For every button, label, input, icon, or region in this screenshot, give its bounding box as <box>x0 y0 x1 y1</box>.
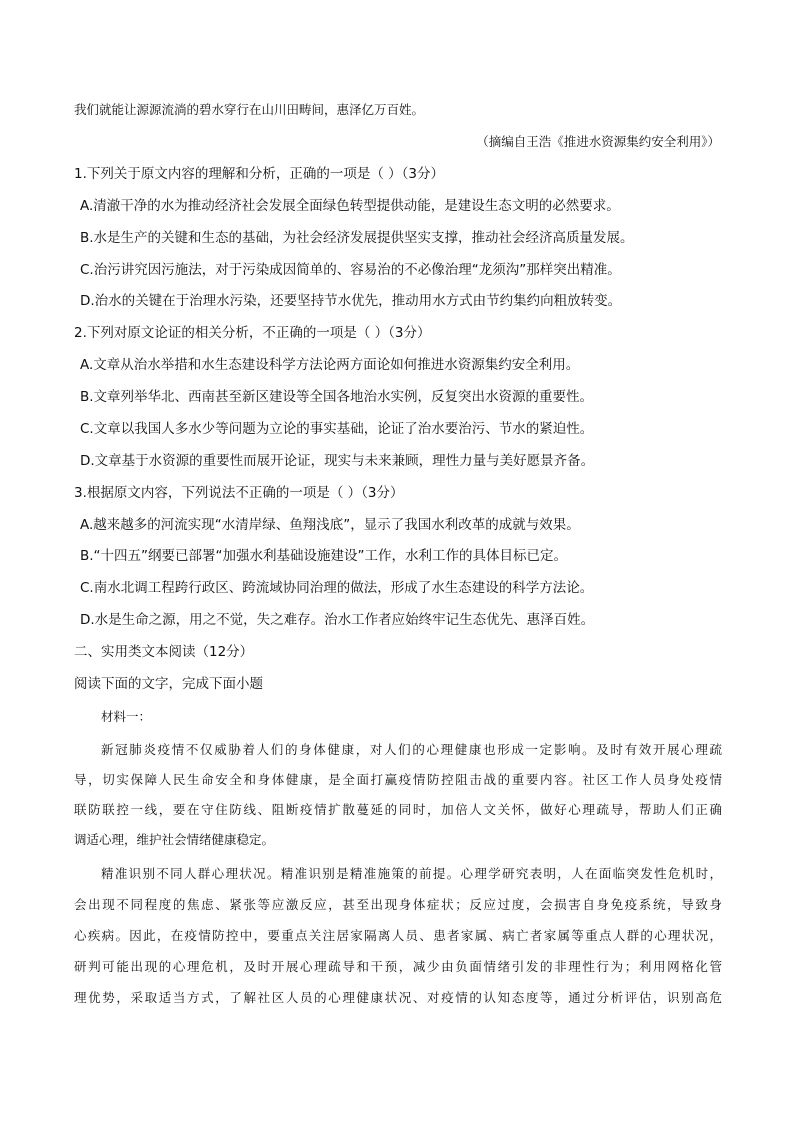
section-2-instruction: 阅读下面的文字，完成下面小题 <box>74 676 263 692</box>
material-1-paragraph-1-line-2: 导，切实保障人民生命安全和身体健康，是全面打赢疫情防控阻击战的重要内容。社区工作人员身处疫情 <box>74 772 722 787</box>
material-1-label: 材料一： <box>101 709 152 724</box>
question-1-option-a: A.清澈干净的水为推动经济社会发展全面绿色转型提供动能，是建设生态文明的必然要求。 <box>80 198 620 214</box>
material-1-paragraph-2-line-3: 心疾病。因此，在疫情防控中，要重点关注居家隔离人员、患者家属、病亡者家属等重点人群的心理状况， <box>74 928 722 943</box>
question-2-option-a: A.文章从治水举措和水生态建设科学方法论两方面论如何推进水资源集约安全利用。 <box>80 357 580 373</box>
material-1-paragraph-2-line-5: 理优势，采取适当方式，了解社区人员的心理健康状况、对疫情的认知态度等，通过分析评估，识别高危 <box>74 990 722 1005</box>
question-3-option-c: C.南水北调工程跨行政区、跨流域协同治理的做法，形成了水生态建设的科学方法论。 <box>80 580 594 596</box>
question-1-stem: 1.下列关于原文内容的理解和分析，正确的一项是（ ）（3分） <box>74 166 445 182</box>
question-2-option-b: B.文章列举华北、西南甚至新区建设等全国各地治水实例，反复突出水资源的重要性。 <box>80 389 594 405</box>
material-1-paragraph-1-line-3: 联防联控一线，要在守住防线、阻断疫情扩散蔓延的同时，加倍人文关怀，做好心理疏导，帮助人们正确 <box>74 802 722 817</box>
question-2-option-d: D.文章基于水资源的重要性而展开论证，现实与未来兼顾，理性力量与美好愿景齐备。 <box>80 453 595 469</box>
question-3-option-a: A.越来越多的河流实现“水清岸绿、鱼翔浅底”，显示了我国水利改革的成就与效果。 <box>80 517 580 533</box>
source-citation: （摘编自王浩《推进水资源集约安全利用》） <box>476 134 720 149</box>
material-1-paragraph-2-line-1: 精准识别不同人群心理状况。精准识别是精准施策的前提。心理学研究表明，人在面临突发性危机时， <box>101 866 722 881</box>
question-3-option-d: D.水是生命之源，用之不觉，失之难存。治水工作者应始终牢记生态优先、惠泽百姓。 <box>80 612 595 628</box>
question-1-option-c: C.治污讲究因污施法，对于污染成因简单的、容易治的不必像治理“龙须沟”那样突出精准。 <box>80 262 621 278</box>
question-3-stem: 3.根据原文内容，下列说法不正确的一项是（ ）（3分） <box>74 485 404 501</box>
material-1-paragraph-2-line-2: 会出现不同程度的焦虑、紧张等应激反应，甚至出现身体症状；反应过度，会损害自身免疫系统，导致身 <box>74 897 722 912</box>
question-1-option-d: D.治水的关键在于治理水污染，还要坚持节水优先，推动用水方式由节约集约向粗放转变。 <box>80 293 622 309</box>
section-2-title: 二、实用类文本阅读（12分） <box>74 644 254 660</box>
material-1-paragraph-1-line-1: 新冠肺炎疫情不仅威胁着人们的身体健康，对人们的心理健康也形成一定影响。及时有效开展心理疏 <box>101 742 722 757</box>
material-1-paragraph-1-line-4: 调适心理，维护社会情绪健康稳定。 <box>74 832 275 847</box>
question-2-stem: 2.下列对原文论证的相关分析，不正确的一项是（ ）（3分） <box>74 325 431 341</box>
question-1-option-b: B.水是生产的关键和生态的基础，为社会经济发展提供坚实支撑，推动社会经济高质量发展。 <box>80 230 634 246</box>
question-3-option-b: B.“十四五”纲要已部署“加强水利基础设施建设”工作，水利工作的具体目标已定。 <box>80 548 568 564</box>
passage-closing-line: 我们就能让源源流淌的碧水穿行在山川田畴间，惠泽亿万百姓。 <box>74 102 425 117</box>
question-2-option-c: C.文章以我国人多水少等问题为立论的事实基础，论证了治水要治污、节水的紧迫性。 <box>80 421 594 437</box>
material-1-paragraph-2-line-4: 研判可能出现的心理危机，及时开展心理疏导和干预，减少由负面情绪引发的非理性行为；利用网格化管 <box>74 959 722 974</box>
